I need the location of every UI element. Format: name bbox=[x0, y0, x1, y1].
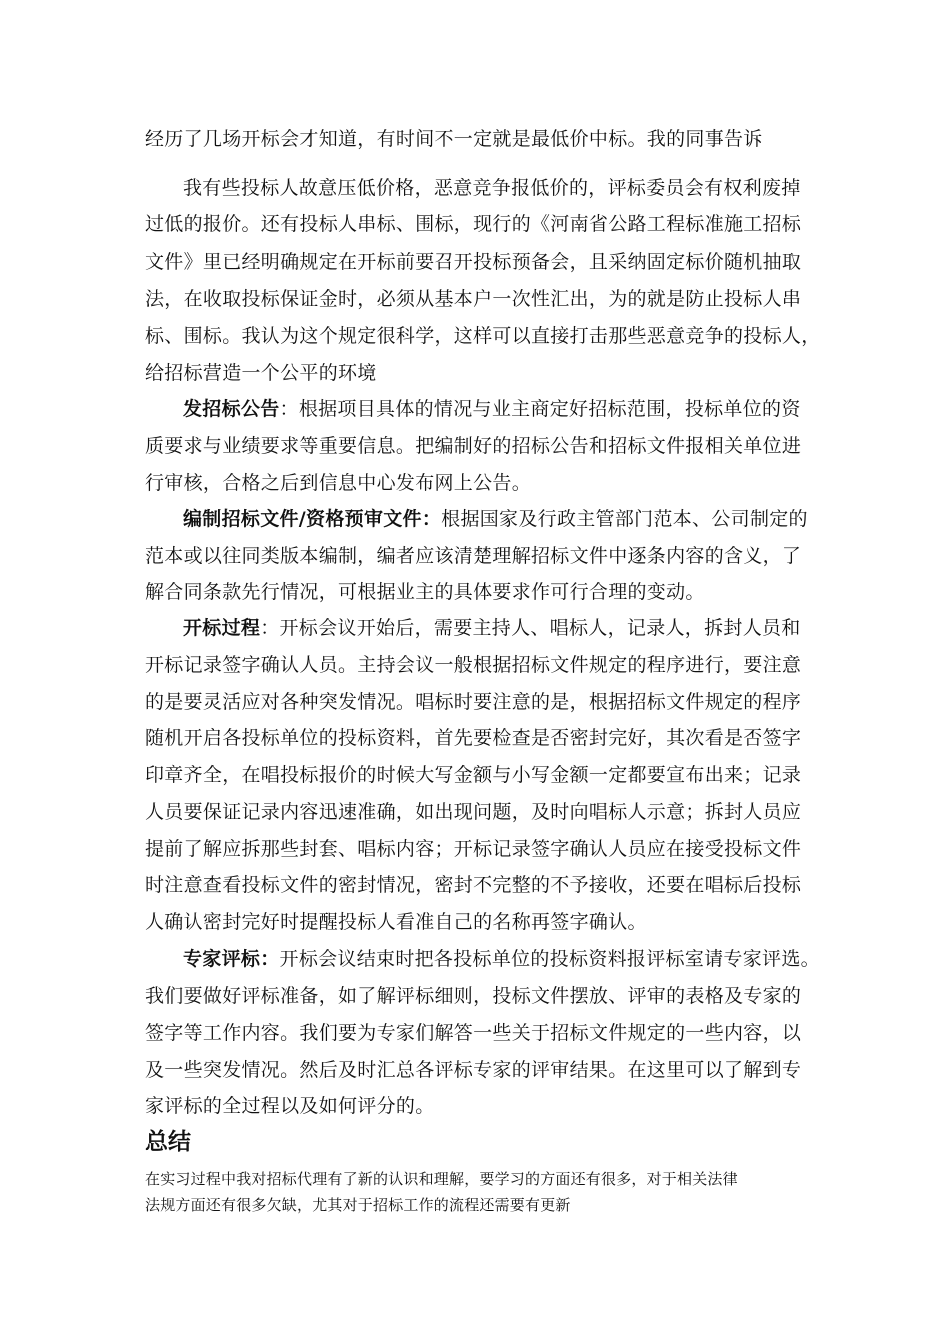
body-text: 根据国家及行政主管部门范本、公司制定的 bbox=[441, 508, 808, 530]
body-text: ：根据项目具体的情况与业主商定好招标范围，投标单位的资 bbox=[279, 398, 801, 420]
summary-text-line: 法规方面还有很多欠缺，尤其对于招标工作的流程还需要有更新 bbox=[145, 1196, 571, 1214]
body-text-line: 开标记录签字确认人员。主持会议一般根据招标文件规定的程序进行，要注意 bbox=[145, 654, 802, 676]
body-text-line: 质要求与业绩要求等重要信息。把编制好的招标公告和招标文件报相关单位进 bbox=[145, 435, 802, 457]
body-text-line: 范本或以往同类版本编制，编者应该清楚理解招标文件中逐条内容的含义，了 bbox=[145, 545, 802, 567]
body-text-line: 人确认密封完好时提醒投标人看准自己的名称再签字确认。 bbox=[145, 911, 647, 933]
section-heading: 总结 bbox=[145, 1129, 191, 1155]
section-label: 编制招标文件/资格预审文件： bbox=[183, 508, 442, 530]
body-text-line: 解合同条款先行情况，可根据业主的具体要求作可行合理的变动。 bbox=[145, 581, 705, 603]
body-text-line: 家评标的全过程以及如何评分的。 bbox=[145, 1095, 435, 1117]
paragraph-first-line bbox=[183, 508, 823, 530]
body-text-line: 提前了解应拆那些封套、唱标内容；开标记录签字确认人员应在接受投标文件 bbox=[145, 838, 802, 860]
paragraph-first-line bbox=[183, 948, 823, 970]
body-text-line: 我们要做好评标准备，如了解评标细则，投标文件摆放、评审的表格及专家的 bbox=[145, 985, 802, 1007]
body-text-line: 标、围标。我认为这个规定很科学，这样可以直接打击那些恶意竞争的投标人， bbox=[145, 325, 821, 347]
paragraph-first-line bbox=[183, 617, 823, 639]
body-text-line: 给招标营造一个公平的环境 bbox=[145, 362, 377, 384]
body-text-line: 的是要灵活应对各种突发情况。唱标时要注意的是，根据招标文件规定的程序 bbox=[145, 691, 802, 713]
body-text-line: 经历了几场开标会才知道，有时间不一定就是最低价中标。我的同事告诉 bbox=[145, 128, 763, 150]
body-text-line: 我有些投标人故意压低价格，恶意竞争报低价的，评标委员会有权利废掉 bbox=[183, 177, 801, 199]
body-text-line: 签字等工作内容。我们要为专家们解答一些关于招标文件规定的一些内容，以 bbox=[145, 1022, 802, 1044]
summary-text-line: 在实习过程中我对招标代理有了新的认识和理解，要学习的方面还有很多，对于相关法律 bbox=[145, 1170, 738, 1188]
body-text-line: 人员要保证记录内容迅速准确，如出现问题，及时向唱标人示意；拆封人员应 bbox=[145, 801, 802, 823]
body-text-line: 时注意查看投标文件的密封情况，密封不完整的不予接收，还要在唱标后投标 bbox=[145, 874, 802, 896]
section-label: 专家评标： bbox=[183, 948, 280, 970]
body-text: 开标会议结束时把各投标单位的投标资料报评标室请专家评选。 bbox=[279, 948, 820, 970]
body-text: ：开标会议开始后，需要主持人、唱标人，记录人，拆封人员和 bbox=[260, 617, 801, 639]
body-text-line: 及一些突发情况。然后及时汇总各评标专家的评审结果。在这里可以了解到专 bbox=[145, 1059, 802, 1081]
body-text-line: 文件》里已经明确规定在开标前要召开投标预备会，且采纳固定标价随机抽取 bbox=[145, 251, 802, 273]
section-label: 发招标公告 bbox=[183, 398, 280, 420]
section-label: 开标过程 bbox=[183, 617, 261, 639]
paragraph-first-line bbox=[183, 398, 823, 420]
body-text-line: 印章齐全，在唱投标报价的时候大写金额与小写金额一定都要宣布出来；记录 bbox=[145, 764, 802, 786]
body-text-line: 法，在收取投标保证金时，必须从基本户一次性汇出，为的就是防止投标人串 bbox=[145, 288, 802, 310]
body-text-line: 随机开启各投标单位的投标资料，首先要检查是否密封完好，其次看是否签字 bbox=[145, 727, 802, 749]
body-text-line: 过低的报价。还有投标人串标、围标，现行的《河南省公路工程标准施工招标 bbox=[145, 213, 802, 235]
body-text-line: 行审核，合格之后到信息中心发布网上公告。 bbox=[145, 472, 532, 494]
